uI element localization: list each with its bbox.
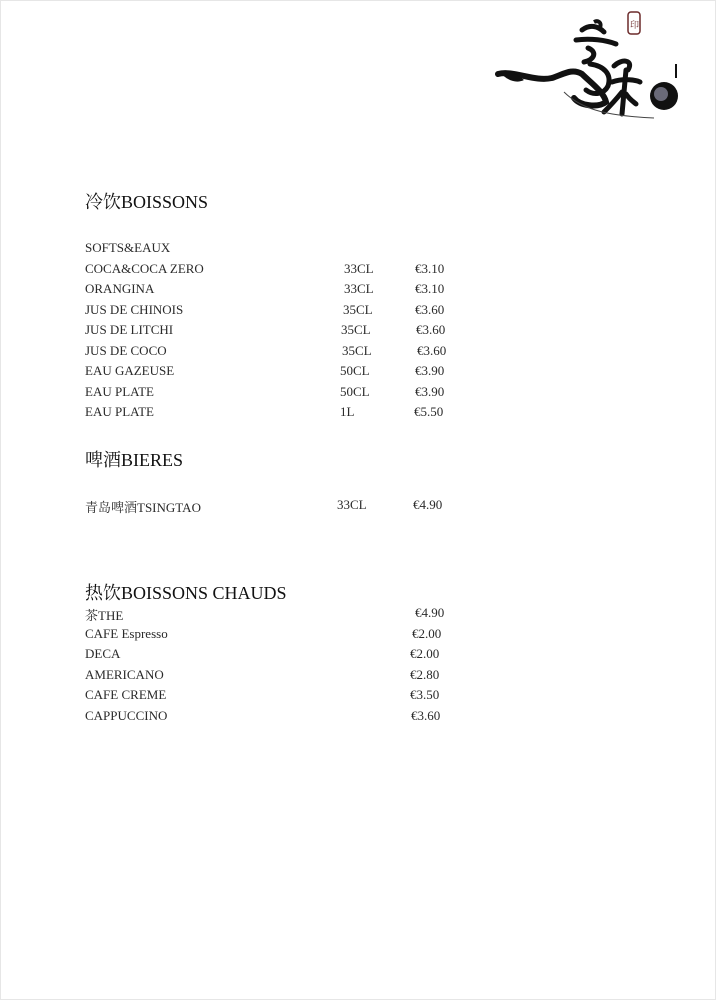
item-name: CAPPUCCINO <box>85 708 168 723</box>
item-price: €3.10 <box>415 261 445 276</box>
subtitle-text: SOFTS&EAUX <box>85 240 171 255</box>
item-price: €5.50 <box>414 404 444 419</box>
item-name: JUS DE LITCHI <box>85 322 174 337</box>
menu-item <box>85 626 485 644</box>
item-name: CAFE CREME <box>85 687 167 702</box>
section-subtitle <box>85 240 485 258</box>
item-name: AMERICANO <box>85 667 164 682</box>
item-name: COCA&COCA ZERO <box>85 261 204 276</box>
menu-item <box>85 343 485 361</box>
item-name: EAU PLATE <box>85 384 154 399</box>
menu-item <box>85 322 485 340</box>
item-volume: 33CL <box>337 497 367 512</box>
item-price: €4.90 <box>413 497 443 512</box>
item-price: €4.90 <box>415 605 445 620</box>
item-volume: 35CL <box>343 302 373 317</box>
item-price: €3.60 <box>415 302 445 317</box>
menu-item <box>85 261 485 279</box>
item-volume: 35CL <box>342 343 372 358</box>
item-price: €3.60 <box>416 322 446 337</box>
item-price: €2.00 <box>412 626 442 641</box>
item-price: €2.80 <box>410 667 440 682</box>
item-name: 青岛啤酒TSINGTAO <box>85 500 201 515</box>
svg-text:印: 印 <box>630 21 640 31</box>
item-name: ORANGINA <box>85 281 155 296</box>
item-price: €3.90 <box>415 363 445 378</box>
item-volume: 1L <box>340 404 355 419</box>
item-name: EAU PLATE <box>85 404 154 419</box>
menu-item <box>85 302 485 320</box>
item-price: €3.60 <box>411 708 441 723</box>
menu-item <box>85 281 485 299</box>
item-volume: 50CL <box>340 384 370 399</box>
menu-item <box>85 687 485 705</box>
item-volume: 35CL <box>341 322 371 337</box>
item-name: DECA <box>85 646 121 661</box>
item-name: JUS DE COCO <box>85 343 167 358</box>
menu-item <box>85 384 485 402</box>
menu-item <box>85 404 485 422</box>
menu-item <box>85 646 485 664</box>
item-name: CAFE Espresso <box>85 626 168 641</box>
calligraphy-logo-icon <box>494 8 686 124</box>
item-price: €2.00 <box>410 646 440 661</box>
menu-item <box>85 667 485 685</box>
item-name: 茶THE <box>85 608 124 623</box>
item-price: €3.50 <box>410 687 440 702</box>
section-title-hot-drinks: 热饮BOISSONS CHAUDS <box>85 583 287 603</box>
item-price: €3.60 <box>417 343 447 358</box>
item-volume: 33CL <box>344 261 374 276</box>
menu-item <box>85 497 485 515</box>
item-volume: 33CL <box>344 281 374 296</box>
menu-item <box>85 708 485 726</box>
section-title-cold-drinks: 冷饮BOISSONS <box>85 192 209 212</box>
item-volume: 50CL <box>340 363 370 378</box>
menu-item <box>85 605 485 623</box>
item-name: EAU GAZEUSE <box>85 363 175 378</box>
section-title-beers: 啤酒BIERES <box>85 450 184 470</box>
item-price: €3.90 <box>415 384 445 399</box>
menu-item <box>85 363 485 381</box>
item-price: €3.10 <box>415 281 445 296</box>
item-name: JUS DE CHINOIS <box>85 302 184 317</box>
